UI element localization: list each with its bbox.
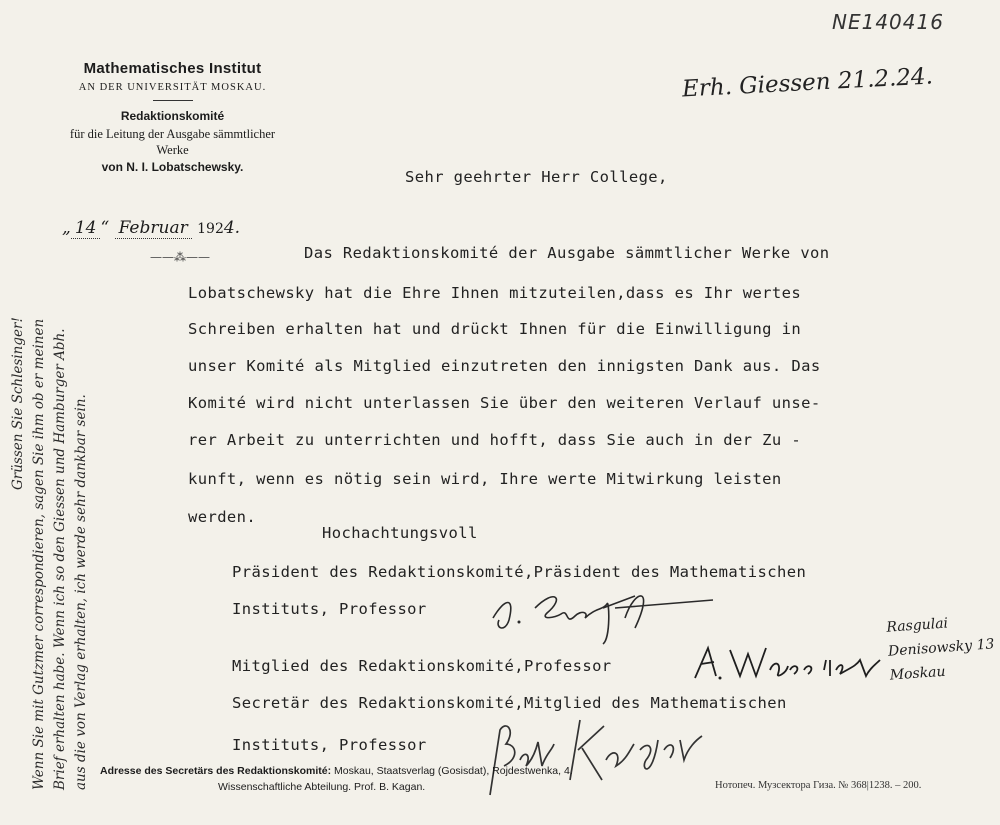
secretary-address <box>100 763 573 795</box>
signatory-line: Secretär des Redaktionskomité,Mitglied des Mathematischen <box>232 694 787 712</box>
address-text: Moskau, Staatsverlag (Gosisdat), Rojdestwenka, 4. <box>334 765 573 777</box>
signature-egoroff <box>485 578 725 648</box>
signatory-line: Instituts, Professor <box>232 600 427 618</box>
body-line: Komité wird nicht unterlassen Sie über den weiteren Verlauf unse- <box>188 394 821 412</box>
date-ornament: ——⁂—— <box>150 250 210 264</box>
body-line: Schreiben erhalten hat und drückt Ihnen für die Einwilligung in <box>188 320 802 338</box>
date-month: Februar <box>115 218 192 239</box>
salutation: Sehr geehrter Herr College, <box>405 168 668 186</box>
letterhead-author: von N. I. Lobatschewsky. <box>101 160 244 174</box>
body-line: Lobatschewsky hat die Ehre Ihnen mitzuteilen,dass es Ihr wertes <box>188 284 802 302</box>
received-note: Erh. Giessen 21.2.24. <box>681 63 934 103</box>
body-line: Das Redaktionskomité der Ausgabe sämmtlicher Werke von <box>304 244 830 262</box>
body-line: kunft, wenn es nötig sein wird, Ihre werte Mitwirkung leisten <box>188 470 782 488</box>
body-line: unser Komité als Mitglied einzutreten den innigsten Dank aus. Das <box>188 357 821 375</box>
committee-description-1: für die Leitung der Ausgabe sämmtlicher <box>69 127 276 141</box>
bracket-note-line: Rasgulai <box>885 615 949 636</box>
margin-note-line: Grüssen Sie Schlesinger! <box>10 317 26 490</box>
handwritten-margin-note <box>8 250 118 790</box>
margin-note-line: Wenn Sie mit Gutzmer correspondieren, sagen Sie ihm ob er meinen <box>31 318 47 790</box>
bracket-note-line: Moskau <box>889 663 947 684</box>
closing: Hochachtungsvoll <box>322 524 478 542</box>
signature-wassilieff <box>690 640 885 685</box>
letterhead <box>40 60 305 174</box>
date-day: 14 <box>71 218 101 239</box>
university-name: AN DER UNIVERSITÄT MOSKAU. <box>78 82 267 93</box>
institute-name: Mathematisches Institut <box>83 60 262 77</box>
bracket-address-note <box>886 608 997 687</box>
address-label: Adresse des Secretärs des Redaktionskomité: <box>100 765 332 777</box>
signatory-line: Instituts, Professor <box>232 736 427 754</box>
date-year-suffix: 4. <box>223 218 241 238</box>
bracket-note-line: Denisowsky 13 <box>887 636 995 660</box>
printer-note: Нотопеч. Музсектора Гиза. № 368|1238. – 200. <box>715 780 922 791</box>
margin-note-line: Brief erhalten habe. Wenn ich so den Giessen und Hamburger Abh. <box>52 328 68 790</box>
date-year-prefix: 192 <box>197 221 224 237</box>
committee-name: Redaktionskomité <box>120 109 225 123</box>
signatory-line: Mitglied des Redaktionskomité,Professor <box>232 657 612 675</box>
letterhead-divider <box>153 100 193 101</box>
body-line: rer Arbeit zu unterrichten und hofft, dass Sie auch in der Zu - <box>188 431 802 449</box>
signatory-line: Präsident des Redaktionskomité,Präsident des Mathematischen <box>232 563 807 581</box>
body-line: werden. <box>188 508 257 526</box>
address-line2: Wissenschaftliche Abteilung. Prof. B. Kagan. <box>218 781 426 793</box>
archive-code: NE140416 <box>832 10 944 34</box>
committee-description-2: Werke <box>156 143 189 157</box>
margin-note-line: aus die von Verlag erhalten, ich werde sehr dankbar sein. <box>73 394 89 790</box>
letter-date: „ 14 “ Februar 1924. <box>62 218 241 238</box>
